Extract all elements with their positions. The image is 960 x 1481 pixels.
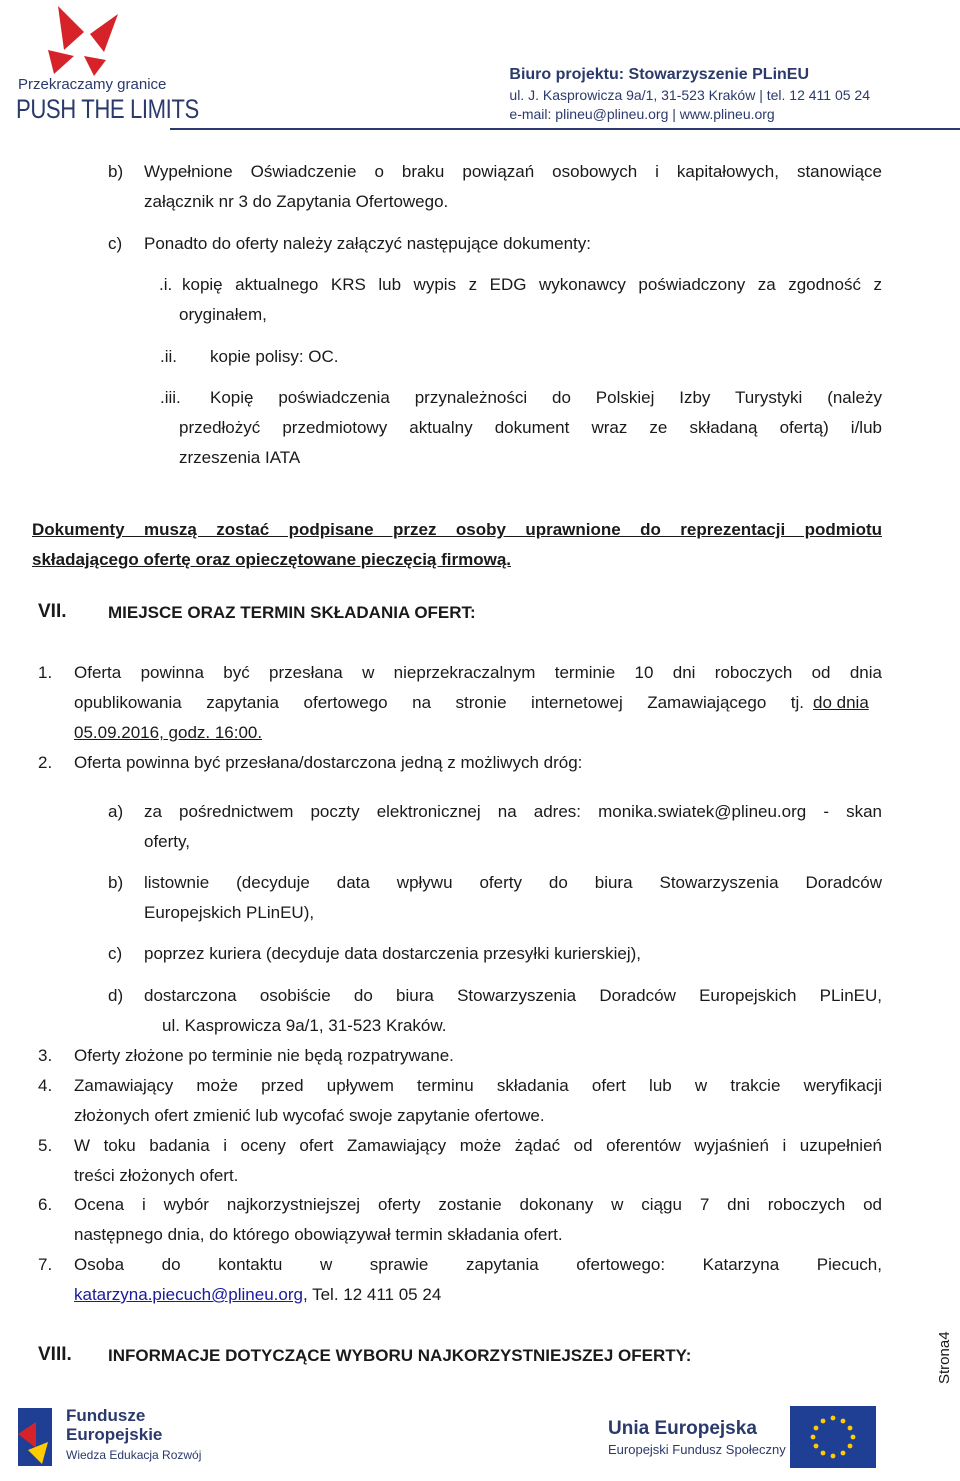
deadline-text: do dnia — [813, 693, 869, 712]
footer-left-title2: Europejskie — [66, 1425, 163, 1444]
list-item-text: Osoba do kontaktu w sprawie zapytania ofertowego: Katarzyna Piecuch, — [74, 1255, 882, 1274]
list-item-text: Oferty złożone po terminie nie będą rozpatrywane. — [74, 1046, 454, 1065]
page-header — [0, 0, 960, 134]
eu-flag-icon — [790, 1406, 876, 1468]
list-item-text: ul. Kasprowicza 9a/1, 31-523 Kraków. — [162, 1016, 447, 1035]
page-footer — [0, 1396, 960, 1481]
logo-tagline: Przekraczamy granice — [18, 76, 167, 93]
contact-phone: , Tel. 12 411 05 24 — [302, 1285, 442, 1304]
list-item-text: przedłożyć przedmiotowy aktualny dokument wraz ze składaną ofertą) i/lub — [179, 418, 882, 437]
list-item-text: Ponadto do oferty należy załączyć następujące dokumenty: — [144, 234, 591, 253]
list-item-text: Oferta powinna być przesłana/dostarczona jedną z możliwych dróg: — [74, 753, 583, 772]
fundusze-europejskie-logo-icon — [14, 1404, 56, 1470]
list-marker: 6. — [38, 1195, 53, 1214]
list-marker: 1. — [38, 663, 53, 682]
office-address: ul. J. Kasprowicza 9a/1, 31-523 Kraków | tel. 12 411 05 24 — [509, 87, 870, 103]
list-marker: .i. — [159, 275, 173, 294]
footer-right-subtitle: Europejski Fundusz Społeczny — [608, 1442, 786, 1457]
list-marker: .iii. — [160, 388, 181, 407]
list-item-text: Kopię poświadczenia przynależności do Polskiej Izby Turystyki (należy — [210, 388, 882, 407]
list-item-text: złożonych ofert zmienić lub wycofać swoje zapytanie ofertowe. — [74, 1106, 545, 1125]
list-marker: a) — [108, 802, 124, 821]
list-item-text: oryginałem, — [179, 305, 267, 324]
signature-note: składającego ofertę oraz opieczętowane pieczęcią firmową. — [32, 550, 512, 569]
list-item-text: Oferta powinna być przesłana w nieprzekraczalnym terminie 10 dni roboczych od dnia — [74, 663, 882, 682]
footer-right-title: Unia Europejska — [608, 1418, 757, 1439]
list-marker: .ii. — [160, 347, 177, 366]
section-title: INFORMACJE DOTYCZĄCE WYBORU NAJKORZYSTNIEJSZEJ OFERTY: — [108, 1346, 692, 1365]
section-number: VIII. — [38, 1344, 72, 1365]
footer-left-subtitle: Wiedza Edukacja Rozwój — [66, 1448, 202, 1462]
list-item-text: poprzez kuriera (decyduje data dostarczenia przesyłki kurierskiej), — [144, 944, 641, 963]
list-item-text: treści złożonych ofert. — [74, 1166, 239, 1185]
page-number — [936, 1320, 958, 1384]
list-marker: 5. — [38, 1136, 53, 1155]
list-marker: b) — [108, 162, 124, 181]
section-number: VII. — [38, 601, 67, 622]
list-marker: b) — [108, 873, 124, 892]
list-item-text: Europejskich PLinEU), — [144, 903, 315, 922]
deadline-text: 05.09.2016, godz. 16:00. — [74, 723, 263, 742]
contact-line — [74, 1280, 441, 1310]
header-divider — [170, 128, 960, 130]
logo-name: PUSH THE LIMITS — [16, 94, 199, 124]
signature-note: Dokumenty muszą zostać podpisane przez osoby uprawnione do reprezentacji podmiotu — [32, 520, 882, 539]
list-marker: 7. — [38, 1255, 53, 1274]
list-marker: 2. — [38, 753, 53, 772]
list-item-text: W toku badania i oceny ofert Zamawiający może żądać od oferentów wyjaśnień i uzupełnień — [74, 1136, 882, 1155]
list-item-text: zrzeszenia IATA — [179, 448, 301, 467]
list-marker: d) — [108, 986, 124, 1005]
list-item-text: za pośrednictwem poczty elektronicznej na adres: monika.swiatek@plineu.org - skan — [144, 802, 882, 821]
section-title: MIEJSCE ORAZ TERMIN SKŁADANIA OFERT: — [108, 603, 476, 622]
list-item-text: Ocena i wybór najkorzystniejszej oferty zostanie dokonany w ciągu 7 dni roboczych od — [74, 1195, 882, 1214]
office-title: Biuro projektu: Stowarzyszenie PLinEU — [509, 66, 810, 83]
footer-left-title1: Fundusze — [66, 1406, 146, 1425]
list-marker: c) — [108, 234, 123, 253]
list-marker: c) — [108, 944, 123, 963]
office-info — [509, 66, 870, 122]
list-item-text: listownie (decyduje data wpływu oferty do biura Stowarzyszenia Doradców — [144, 873, 882, 892]
list-item-text: oferty, — [144, 832, 190, 851]
list-item-text: Wypełnione Oświadczenie o braku powiązań osobowych i kapitałowych, stanowiące — [144, 162, 882, 181]
list-marker: 4. — [38, 1076, 53, 1095]
office-contact: e-mail: plineu@plineu.org | www.plineu.org — [509, 106, 775, 122]
list-item-text: załącznik nr 3 do Zapytania Ofertowego. — [144, 192, 449, 211]
list-item-text: opublikowania zapytania ofertowego na stronie internetowej Zamawiającego tj. — [74, 693, 804, 712]
list-item-text: kopię aktualnego KRS lub wypis z EDG wykonawcy poświadczony za zgodność z — [182, 275, 882, 294]
list-item-text: następnego dnia, do którego obowiązywał termin składania ofert. — [74, 1225, 563, 1244]
contact-email-link[interactable]: katarzyna.piecuch@plineu.org — [74, 1285, 303, 1304]
list-item-text: kopie polisy: OC. — [210, 347, 339, 366]
list-marker: 3. — [38, 1046, 53, 1065]
list-item-text: dostarczona osobiście do biura Stowarzyszenia Doradców Europejskich PLinEU, — [144, 986, 882, 1005]
list-item-text: Zamawiający może przed upływem terminu składania ofert lub w trakcie weryfikacji — [74, 1076, 882, 1095]
page-number-label: Strona4 — [936, 1331, 953, 1384]
